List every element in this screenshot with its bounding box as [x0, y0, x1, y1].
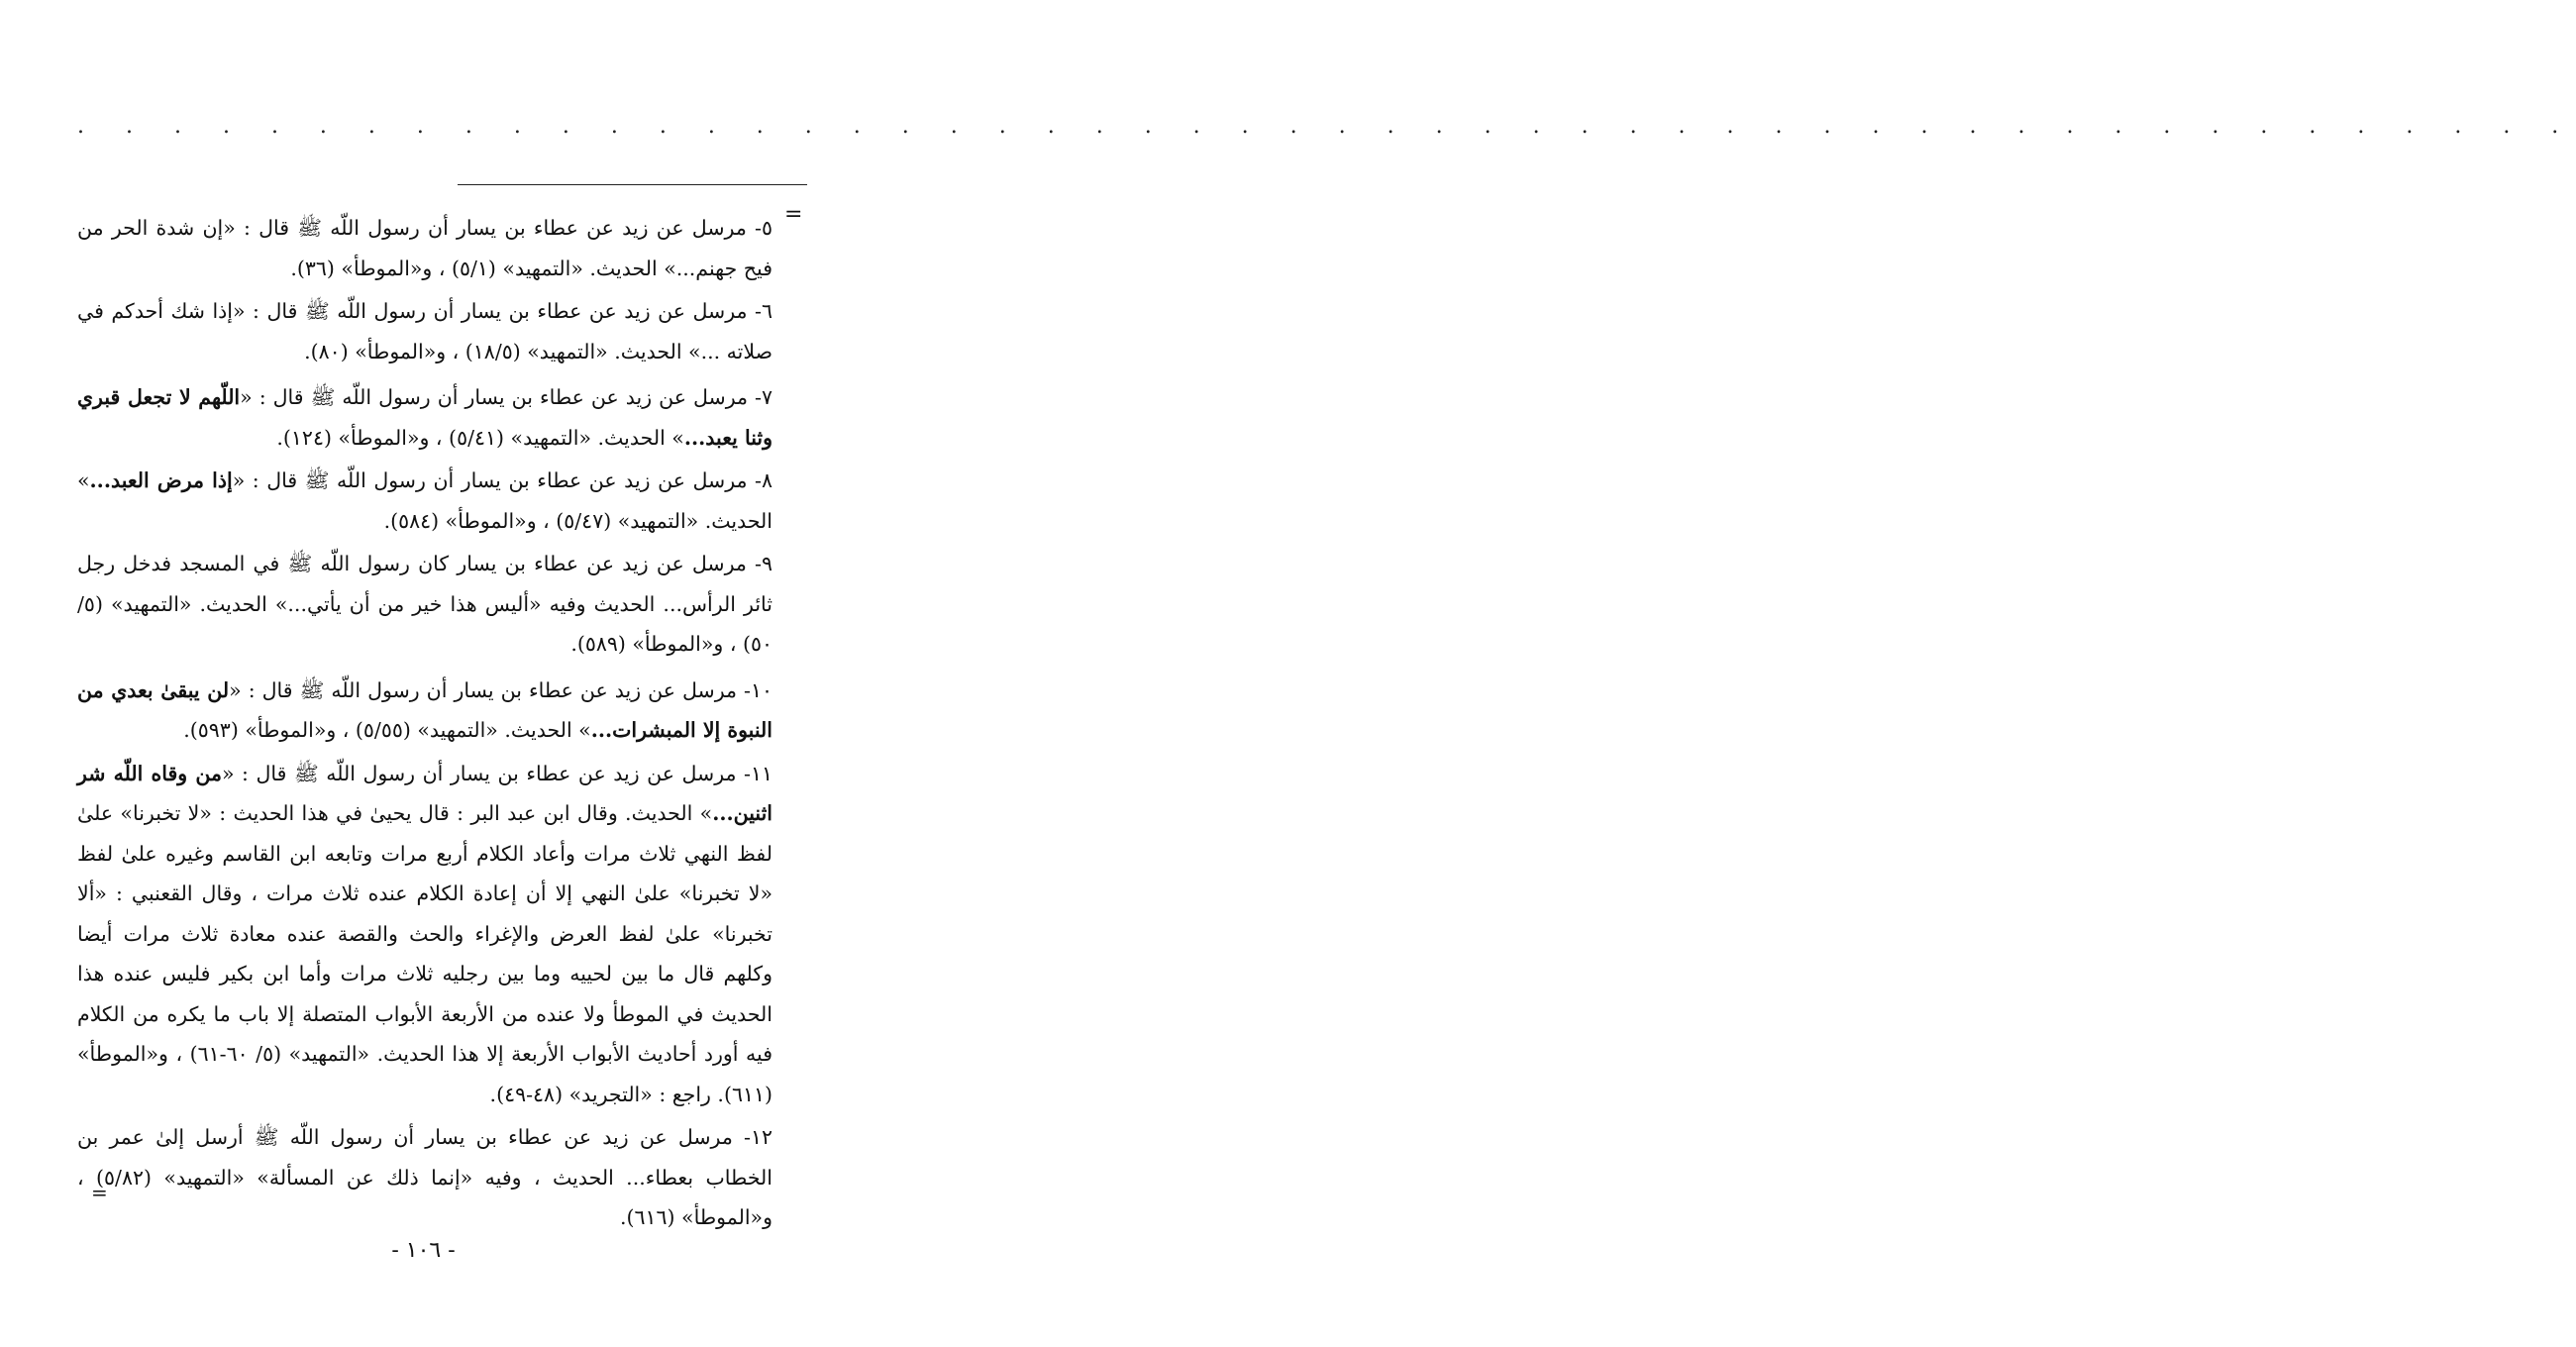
footnote-text: » الحديث. وقال ابن عبد البر : قال يحيىٰ في هذا الحديث : «لا تخبرنا» علىٰ لفظ النهي ثلاث مرات وأعاد الكلام أربع مرات وتابعه ابن القاسم وغيره علىٰ لفظ «لا تخبرنا» علىٰ النهي إلا أن إعادة الكلام عنده ثلاث مرات ، وقال القعنبي : «ألا تخبرنا» علىٰ لفظ العرض والإغراء والحث والقصة عنده معادة ثلاث مرات أيضا وكلهم قال ما بين لحييه وما بين رجليه ثلاث مرات وأما ابن بكير فليس عنده هذا الحديث في الموطأ ولا عنده من الأربعة الأبواب المتصلة إلا باب ما يكره من الكلام فيه أورد أحاديث الأبواب الأربعة إلا هذا الحديث. «التمهيد» (٥/ ٦٠-٦١) ، و«الموطأ» (٦١١). راجع : «التجريد» (٤٨-٤٩). — [77, 801, 773, 1106]
footnote-text: مرسل عن زيد عن عطاء بن يسار أن رسول اللّه ﷺ أرسل إلىٰ عمر بن الخطاب بعطاء... الحديث ، وفيه «إنما ذلك عن المسألة» «التمهيد» (٥/٨٢) ، و«الموطأ» (٦١٦). — [77, 1125, 773, 1229]
footnote-11 — [77, 754, 773, 1115]
footnote-text: مرسل عن زيد عن عطاء بن يسار أن رسول اللّه ﷺ قال : « — [221, 761, 745, 785]
footnote-number: ٧- — [755, 385, 773, 409]
continuation-mark-top: = — [784, 202, 803, 227]
footnote-number: ١١- — [744, 761, 773, 785]
continuation-mark-bottom: = — [91, 1181, 108, 1204]
footnote-number: ٦- — [755, 299, 773, 323]
hadith-quote: إذا مرض العبد... — [89, 468, 233, 492]
footnote-5 — [77, 208, 773, 288]
footnote-text: مرسل عن زيد عن عطاء بن يسار أن رسول اللّه ﷺ قال : «إن شدة الحر من فيح جهنم...» الحديث. «التمهيد» (٥/١) ، و«الموطأ» (٣٦). — [77, 216, 773, 280]
footnote-number: ٨- — [755, 468, 773, 492]
footnote-number: ٥- — [755, 216, 773, 240]
footnote-text: مرسل عن زيد عن عطاء بن يسار أن رسول اللّه ﷺ قال : «إذا شك أحدكم في صلاته ...» الحديث. «التمهيد» (١٨/٥) ، و«الموطأ» (٨٠). — [77, 299, 773, 363]
page-number: - ١٠٦ - — [391, 1238, 456, 1263]
hadith-quote: من وقاه اللّه شر اثنين... — [77, 761, 773, 825]
footnotes-block — [77, 208, 773, 1241]
footnote-number: ٩- — [755, 552, 773, 575]
hadith-quote: اللّهم لا تجعل قبري وثنا يعبد... — [77, 385, 773, 450]
footnote-number: ١٢- — [744, 1125, 773, 1149]
footnote-number: ١٠- — [744, 677, 773, 702]
footnote-6 — [77, 291, 773, 371]
footnote-text: مرسل عن زيد عن عطاء بن يسار كان رسول اللّه ﷺ في المسجد فدخل رجل ثائر الرأس... الحديث وفيه «أليس هذا خير من أن يأتي...» الحديث. «التمهيد» (٥/ ٥٠) ، و«الموطأ» (٥٨٩). — [77, 552, 773, 656]
footnote-text: مرسل عن زيد عن عطاء بن يسار أن رسول اللّه ﷺ قال : « — [229, 677, 745, 702]
footnote-12 — [77, 1117, 773, 1238]
footnote-separator-rule — [458, 184, 807, 185]
footnote-text: مرسل عن زيد عن عطاء بن يسار أن رسول اللّه ﷺ قال : « — [240, 385, 756, 409]
footnote-7 — [77, 377, 773, 458]
header-dotted-line: . . . . . . . . . . . . . . . . . . . . . . . . . . . . . . . . . . . . . . . . . . . . . . . . . . . . — [77, 114, 2576, 139]
footnote-text: مرسل عن زيد عن عطاء بن يسار أن رسول اللّه ﷺ قال : « — [232, 468, 756, 492]
footnote-8 — [77, 461, 773, 541]
hadith-quote: لن يبقىٰ بعدي من النبوة إلا المبشرات... — [77, 677, 773, 742]
footnote-9 — [77, 544, 773, 665]
footnote-text: » الحديث. «التمهيد» (٥/٤٧) ، و«الموطأ» (٥٨٤). — [77, 468, 773, 533]
footnote-text: » الحديث. «التمهيد» (٥/٥٥) ، و«الموطأ» (٥٩٣). — [183, 718, 591, 742]
footnote-10 — [77, 671, 773, 751]
footnote-text: » الحديث. «التمهيد» (٥/٤١) ، و«الموطأ» (١٢٤). — [276, 425, 684, 450]
